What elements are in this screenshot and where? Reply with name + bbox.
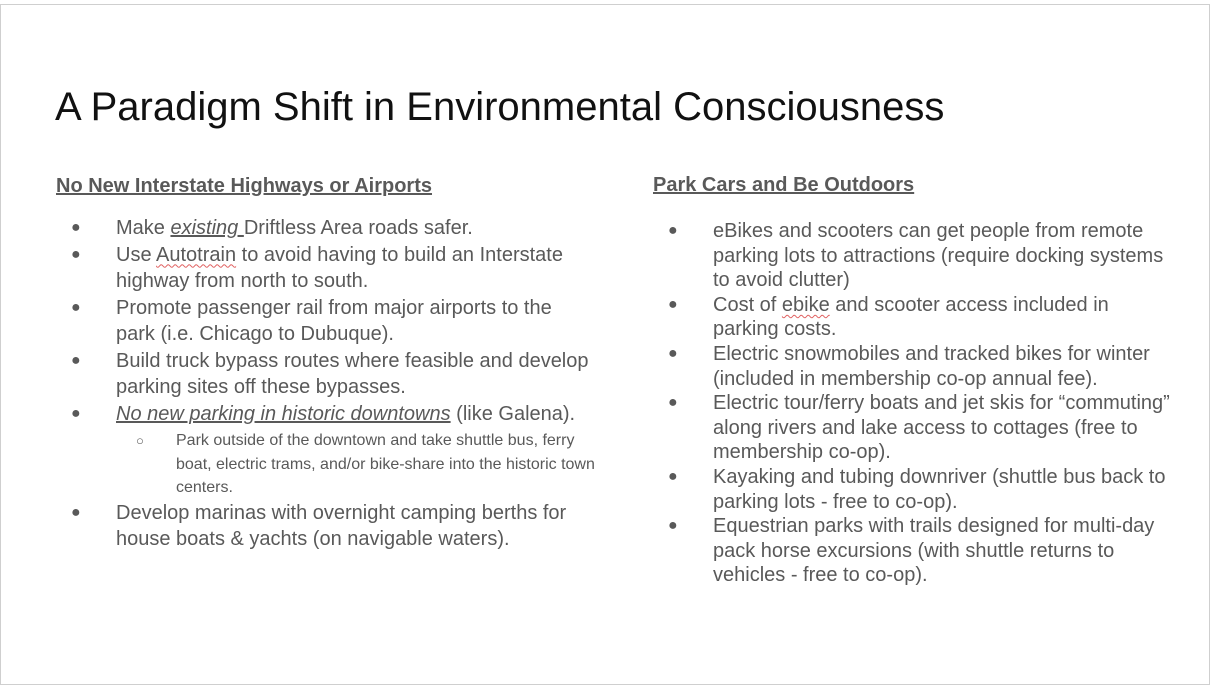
bullet-icon: ● [668, 467, 678, 485]
left-heading[interactable]: No New Interstate Highways or Airports [56, 175, 432, 197]
list-item[interactable] [56, 242, 596, 295]
left-bullet-list [56, 215, 596, 553]
slide-title[interactable]: A Paradigm Shift in Environmental Consciousness [55, 85, 945, 129]
list-item[interactable] [653, 391, 1173, 465]
bullet-text: Use [116, 243, 157, 266]
emphasized-text: existing [170, 217, 244, 239]
list-item[interactable] [56, 348, 596, 401]
spellcheck-word: ebike [781, 293, 830, 316]
bullet-text: Equestrian parks with trails designed for multi-day pack horse excursions (with shuttle returns to vehicles - free to co-op). [713, 515, 1155, 587]
sub-bullet-list [116, 429, 596, 500]
bullet-icon: ● [71, 298, 81, 316]
list-item[interactable] [56, 295, 596, 348]
bullet-text: Promote passenger rail from major airports to the park (i.e. Chicago to Dubuque). [116, 296, 552, 345]
bullet-text: Kayaking and tubing downriver (shuttle bus back to parking lots - free to co-op). [713, 465, 1166, 513]
list-item[interactable] [653, 293, 1173, 342]
bullet-text: Make [116, 217, 171, 239]
bullet-text: and scooter access included in parking costs. [713, 293, 1109, 341]
right-column [653, 172, 1173, 588]
bullet-text: Build truck bypass routes where feasible and develop parking sites off these bypasses. [116, 349, 589, 398]
bullet-icon: ● [71, 245, 81, 263]
spellcheck-word: Autotrain [156, 243, 237, 266]
bullet-text: Electric snowmobiles and tracked bikes for winter (included in membership co-op annual fee). [713, 342, 1150, 390]
left-column [56, 173, 596, 553]
list-item[interactable] [56, 500, 596, 553]
bullet-icon: ● [668, 222, 678, 239]
bullet-text: Electric tour/ferry boats and jet skis for “commuting” along rivers and lake access to cottages (free to membership co-op). [713, 392, 1170, 464]
bullet-icon: ● [71, 219, 81, 236]
bullet-icon: ● [668, 295, 678, 313]
sub-bullet-icon: ○ [136, 433, 144, 448]
bullet-icon: ● [71, 503, 81, 521]
sub-list-item[interactable] [116, 429, 596, 500]
bullet-icon: ● [71, 404, 81, 422]
right-bullet-list [653, 219, 1173, 588]
bullet-icon: ● [668, 344, 678, 362]
sub-bullet-text: Park outside of the downtown and take shuttle bus, ferry boat, electric trams, and/or bike-share into the historic town centers. [176, 432, 595, 496]
list-item[interactable] [653, 219, 1173, 293]
list-item[interactable] [56, 215, 596, 242]
bullet-text: (like Galena). [450, 402, 576, 425]
emphasized-text: No new parking in historic downtowns [116, 402, 451, 425]
bullet-text: Develop marinas with overnight camping berths for house boats & yachts (on navigable waters). [116, 501, 567, 550]
list-item[interactable] [56, 401, 596, 500]
bullet-icon: ● [668, 517, 678, 535]
bullet-text: Driftless Area roads safer. [243, 217, 473, 239]
bullet-icon: ● [71, 351, 81, 369]
right-heading[interactable]: Park Cars and Be Outdoors [653, 174, 915, 196]
list-item[interactable] [653, 465, 1173, 514]
bullet-icon: ● [668, 394, 678, 412]
bullet-text: eBikes and scooters can get people from remote parking lots to attractions (require docking systems to avoid clutter) [713, 220, 1164, 292]
slide-canvas [0, 4, 1210, 685]
bullet-text: Cost of [713, 293, 782, 316]
bullet-text: to avoid having to build an Interstate highway from north to south. [116, 243, 563, 292]
list-item[interactable] [653, 342, 1173, 391]
list-item[interactable] [653, 514, 1173, 588]
